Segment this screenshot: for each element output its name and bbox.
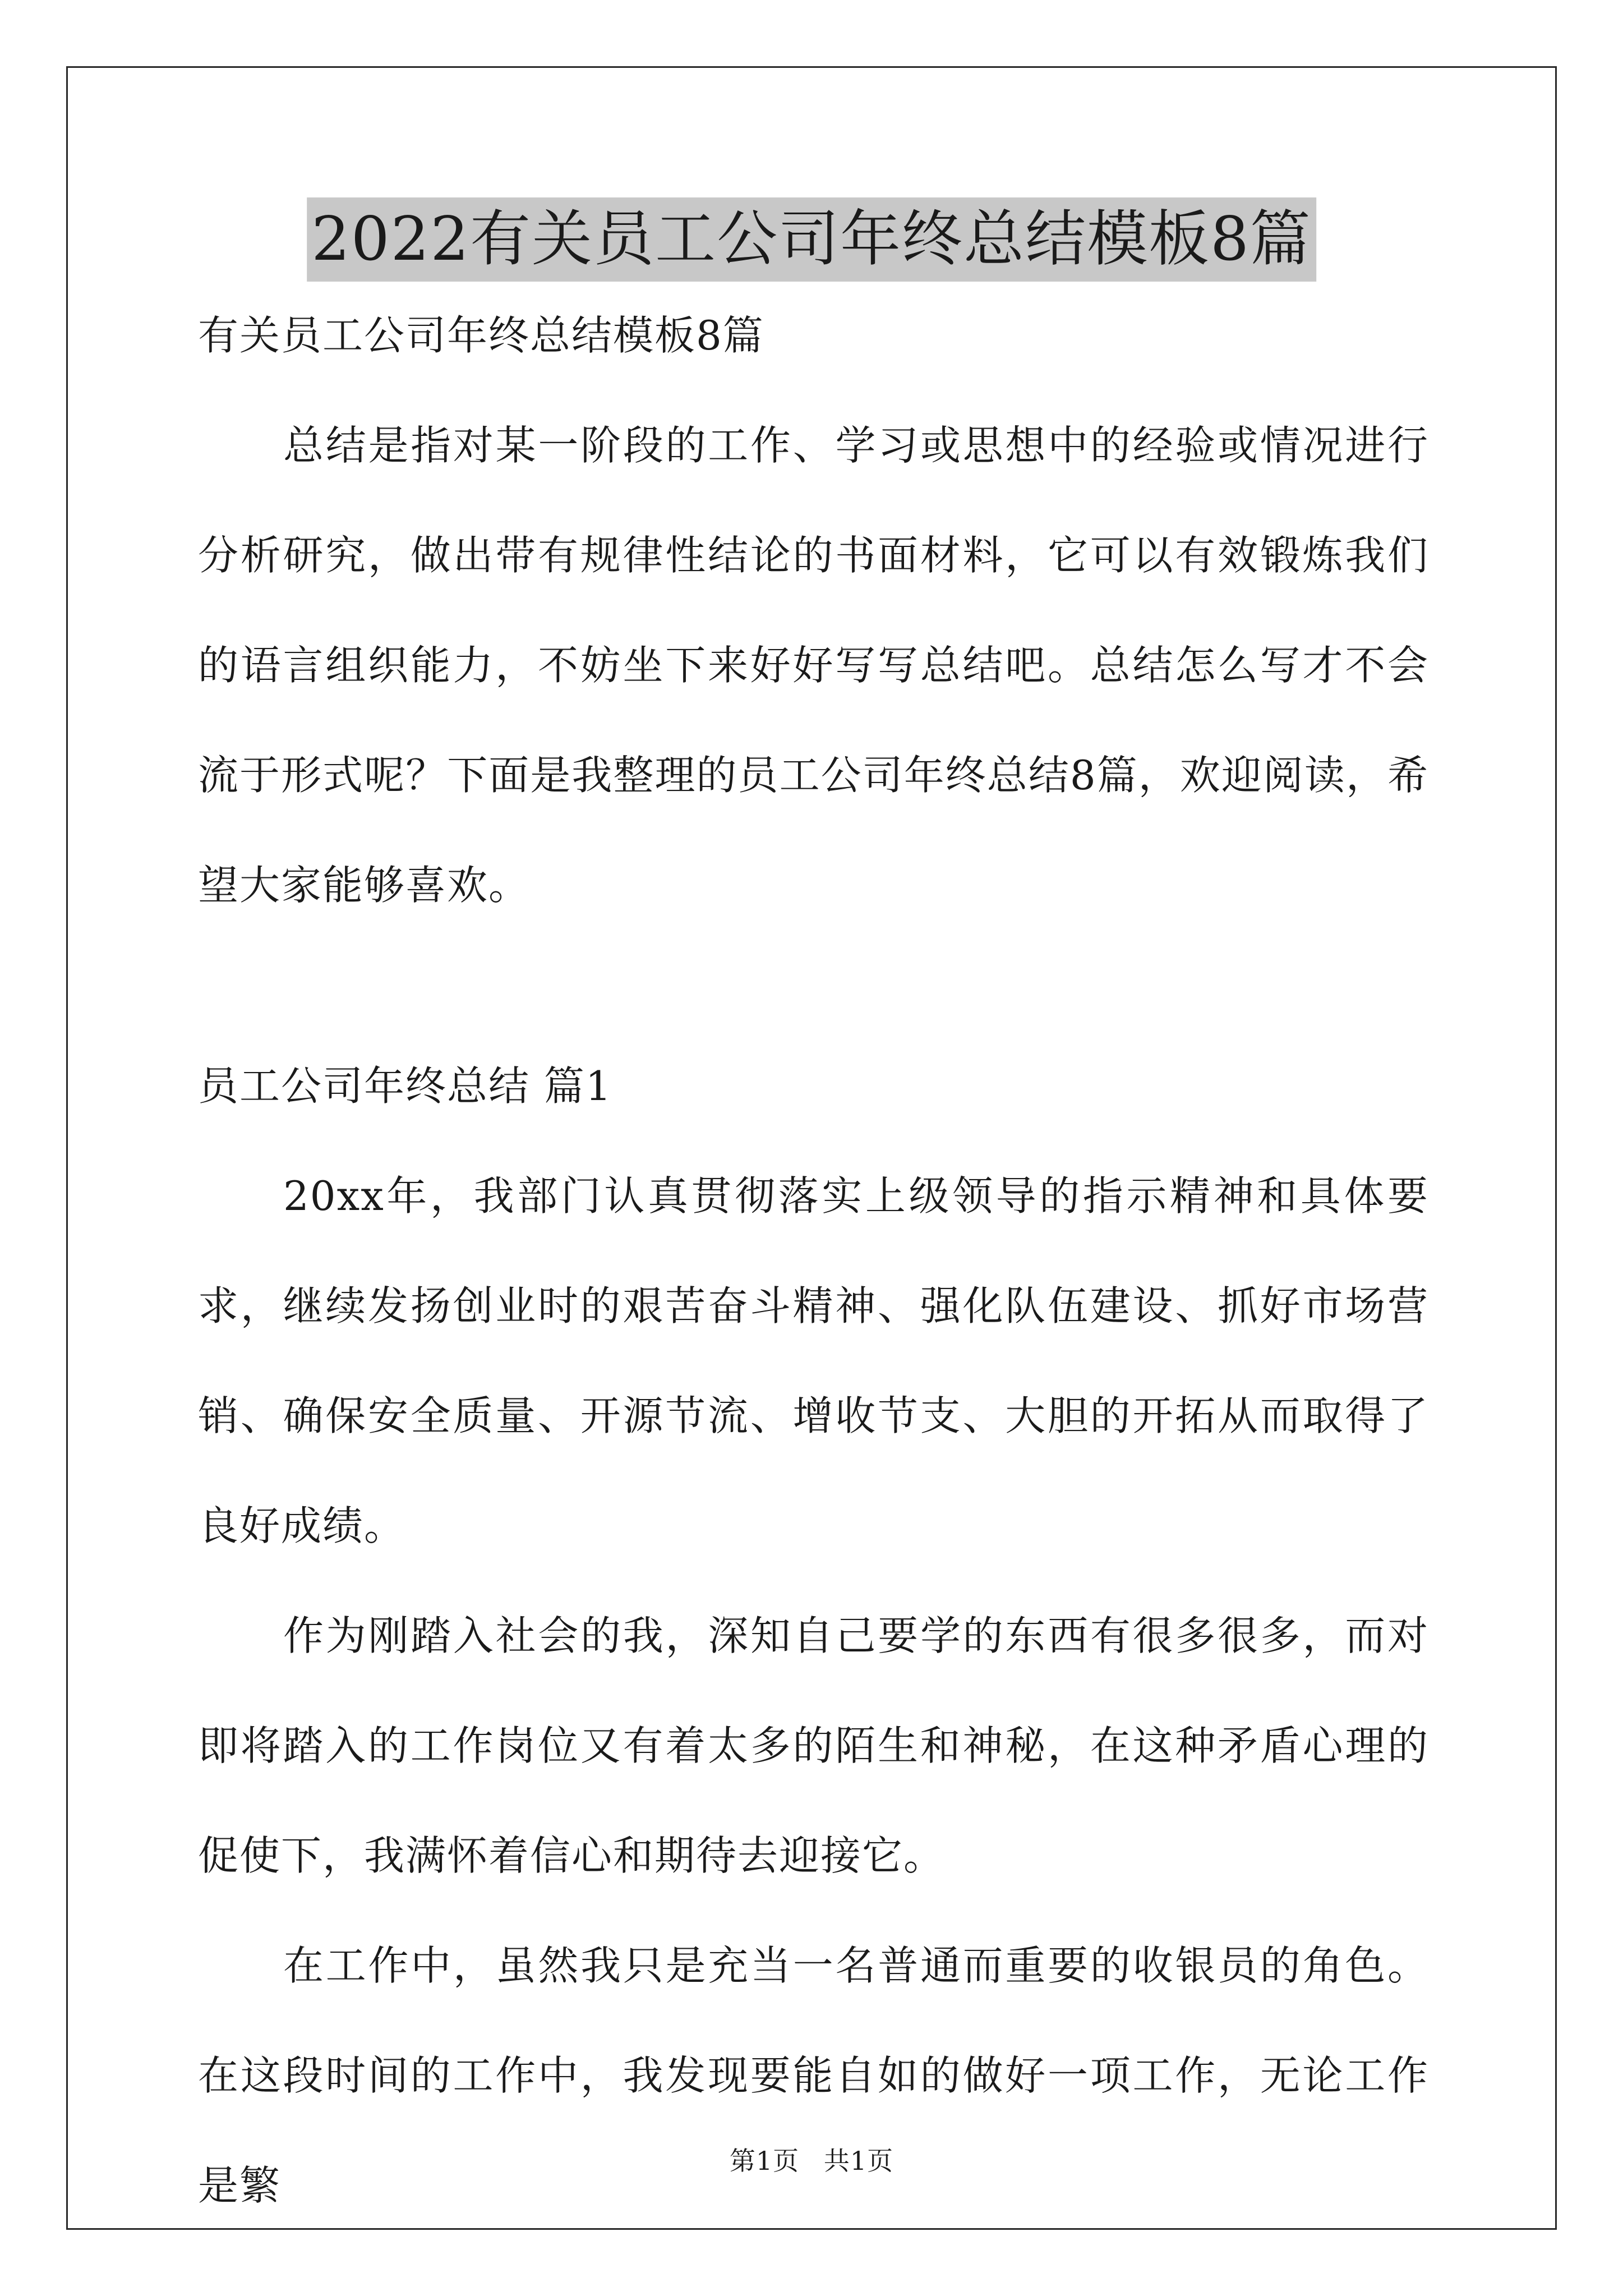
page-total: 共1页 xyxy=(823,2146,894,2176)
document-subtitle: 有关员工公司年终总结模板8篇 xyxy=(198,312,764,359)
intro-paragraph: 总结是指对某一阶段的工作、学习或思想中的经验或情况进行分析研究，做出带有规律性结论的书面材料，它可以有效锻炼我们的语言组织能力，不妨坐下来好好写写总结吧。总结怎么写才不会流于形式呢？下面是我整理的员工公司年终总结8篇，欢迎阅读，希望大家能够喜欢。 xyxy=(198,422,1429,909)
page-footer xyxy=(0,2144,1623,2178)
document-title: 2022有关员工公司年终总结模板8篇 xyxy=(307,197,1316,282)
body-paragraph: 作为刚踏入社会的我，深知自己要学的东西有很多很多，而对即将踏入的工作岗位又有着太多的陌生和神秘，在这种矛盾心理的促使下，我满怀着信心和期待去迎接它。 xyxy=(198,1612,1429,1879)
document-body xyxy=(198,307,1429,2240)
section-heading: 员工公司年终总结 篇1 xyxy=(198,1062,612,1110)
page-number: 第1页 xyxy=(729,2146,800,2176)
body-paragraph: 20xx年，我部门认真贯彻落实上级领导的指示精神和具体要求，继续发扬创业时的艰苦奋斗精神、强化队伍建设、抓好市场营销、确保安全质量、开源节流、增收节支、大胆的开拓从而取得了良好成绩。 xyxy=(198,1172,1429,1549)
body-paragraph: 在工作中，虽然我只是充当一名普通而重要的收银员的角色。在这段时间的工作中，我发现要能自如的做好一项工作，无论工作是繁 xyxy=(198,1942,1429,2209)
